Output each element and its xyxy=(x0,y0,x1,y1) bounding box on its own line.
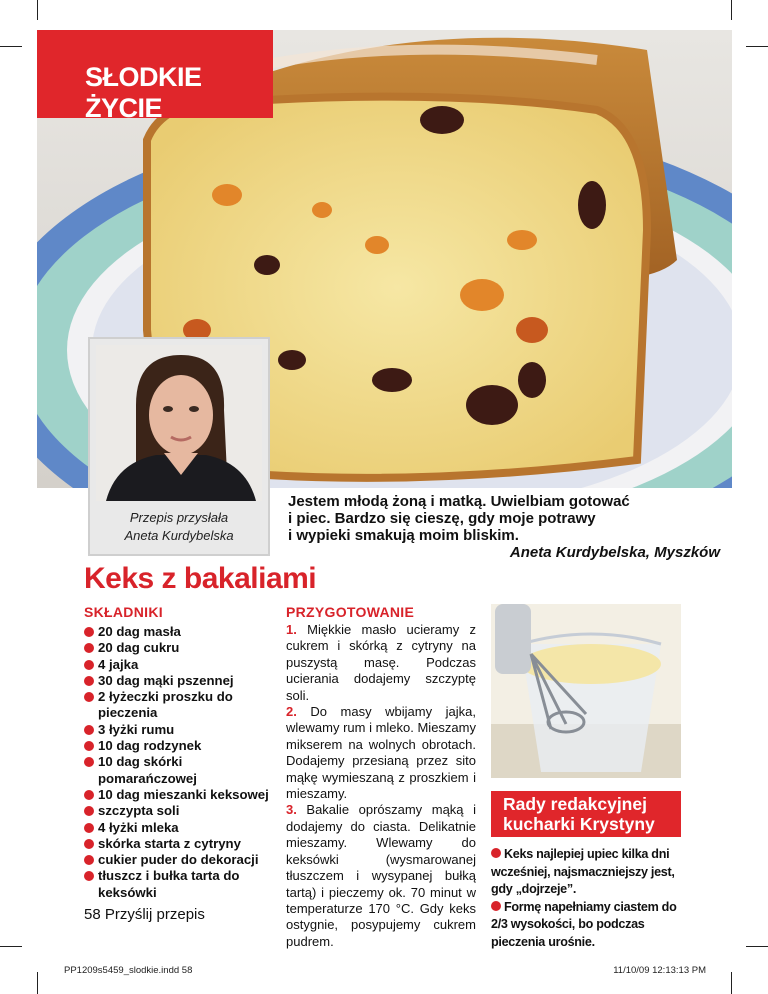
ingredient-item: 4 łyżki mleka xyxy=(84,820,284,836)
section-label xyxy=(37,30,273,123)
tips-title xyxy=(491,791,681,837)
step-text: Bakalie oprószamy mąką i dodajemy do ciasta. Delikatnie mieszamy. Wlewamy do keksówki (wysmarowanej tłuszczem i wysypanej bułką tartą) i pieczemy ok. 70 minut w temperaturze 170 °C. Gdy keks ostygnie, posypujemy cukrem pudrem. xyxy=(286,802,476,949)
bullet-icon xyxy=(491,901,501,911)
intro-line2: i piec. Bardzo się cieszę, gdy moje potrawy xyxy=(288,510,596,527)
step-number: 3. xyxy=(286,802,297,818)
ingredients-column xyxy=(84,604,284,901)
tip-item xyxy=(491,846,681,899)
ingredient-item: tłuszcz i bułka tarta do keksówki xyxy=(84,868,284,901)
ingredient-item: 10 dag rodzynek xyxy=(84,738,284,754)
author-caption-line1: Przepis przysłała xyxy=(129,510,229,525)
crop-mark xyxy=(746,46,768,47)
author-photo xyxy=(88,337,270,556)
intro-line1: Jestem młodą żoną i matką. Uwielbiam gotować xyxy=(288,493,630,510)
recipe-title: Keks z bakaliami xyxy=(84,562,317,595)
crop-mark xyxy=(746,946,768,947)
method-heading: PRZYGOTOWANIE xyxy=(286,604,415,620)
ingredient-item: 20 dag cukru xyxy=(84,640,284,656)
tip-item xyxy=(491,899,681,952)
crop-mark xyxy=(731,0,732,20)
step-text: Do masy wbijamy jajka, wlewamy rum i mleko. Mieszamy mikserem na wolnych obrotach. Dodajemy przesianą przez sito mąkę wymieszaną z proszkiem i mieszamy. xyxy=(286,704,476,802)
method-text xyxy=(286,622,476,950)
crop-mark xyxy=(37,0,38,20)
crop-mark xyxy=(0,46,22,47)
tip-text: Keks najlepiej upiec kilka dni wcześniej, najsmaczniejszy jest, gdy „dojrzeje”. xyxy=(491,847,675,896)
ingredients-list xyxy=(84,624,284,901)
ingredient-item: cukier puder do dekoracji xyxy=(84,852,284,868)
method-column xyxy=(286,604,476,950)
intro-signature: Aneta Kurdybelska, Myszków xyxy=(509,544,720,561)
step-number: 1. xyxy=(286,622,297,637)
ingredient-item: 20 dag masła xyxy=(84,624,284,640)
ingredient-item: szczypta soli xyxy=(84,803,284,819)
tips-title-line2: kucharki Krystyny xyxy=(503,814,655,834)
ingredient-item: 2 łyżeczki proszku do pieczenia xyxy=(84,689,284,722)
ingredient-item: 10 dag mieszanki keksowej xyxy=(84,787,284,803)
tips-title-line1: Rady redakcyjnej xyxy=(503,794,647,814)
step-number: 2. xyxy=(286,704,297,720)
print-timestamp: 11/10/09 12:13:13 PM xyxy=(613,965,706,976)
tips-list xyxy=(491,838,681,951)
file-slug: PP1209s5459_slodkie.indd 58 xyxy=(64,965,193,976)
portrait-illustration xyxy=(96,345,262,501)
crop-mark xyxy=(731,972,732,994)
section-title: SŁODKIE ŻYCIE xyxy=(85,62,202,123)
ingredient-item: 10 dag skórki pomarańczowej xyxy=(84,754,284,787)
author-caption-line2: Aneta Kurdybelska xyxy=(124,528,234,543)
mixer-illustration xyxy=(491,604,681,778)
ingredient-item: skórka starta z cytryny xyxy=(84,836,284,852)
author-portrait xyxy=(96,345,262,501)
ingredient-item: 30 dag mąki pszennej xyxy=(84,673,284,689)
ingredient-item: 4 jajka xyxy=(84,657,284,673)
bullet-icon xyxy=(491,848,501,858)
intro-line3: i wypieki smakują moim bliskim. xyxy=(288,527,519,544)
ingredients-heading: SKŁADNIKI xyxy=(84,604,163,620)
step-text: Miękkie masło ucieramy z cukrem i skórką z cytryny na puszystą masę. Podczas ucierania dodajemy szczyptę soli. xyxy=(286,622,476,703)
page-footer: 58 Przyślij przepis xyxy=(84,906,205,923)
ingredient-item: 3 łyżki rumu xyxy=(84,722,284,738)
intro-quote xyxy=(288,493,728,561)
crop-mark xyxy=(0,946,22,947)
mixing-photo xyxy=(491,604,681,778)
author-caption xyxy=(90,509,268,545)
crop-mark xyxy=(37,972,38,994)
tip-text: Formę napełniamy ciastem do 2/3 wysokości, bo podczas pieczenia urośnie. xyxy=(491,899,677,949)
